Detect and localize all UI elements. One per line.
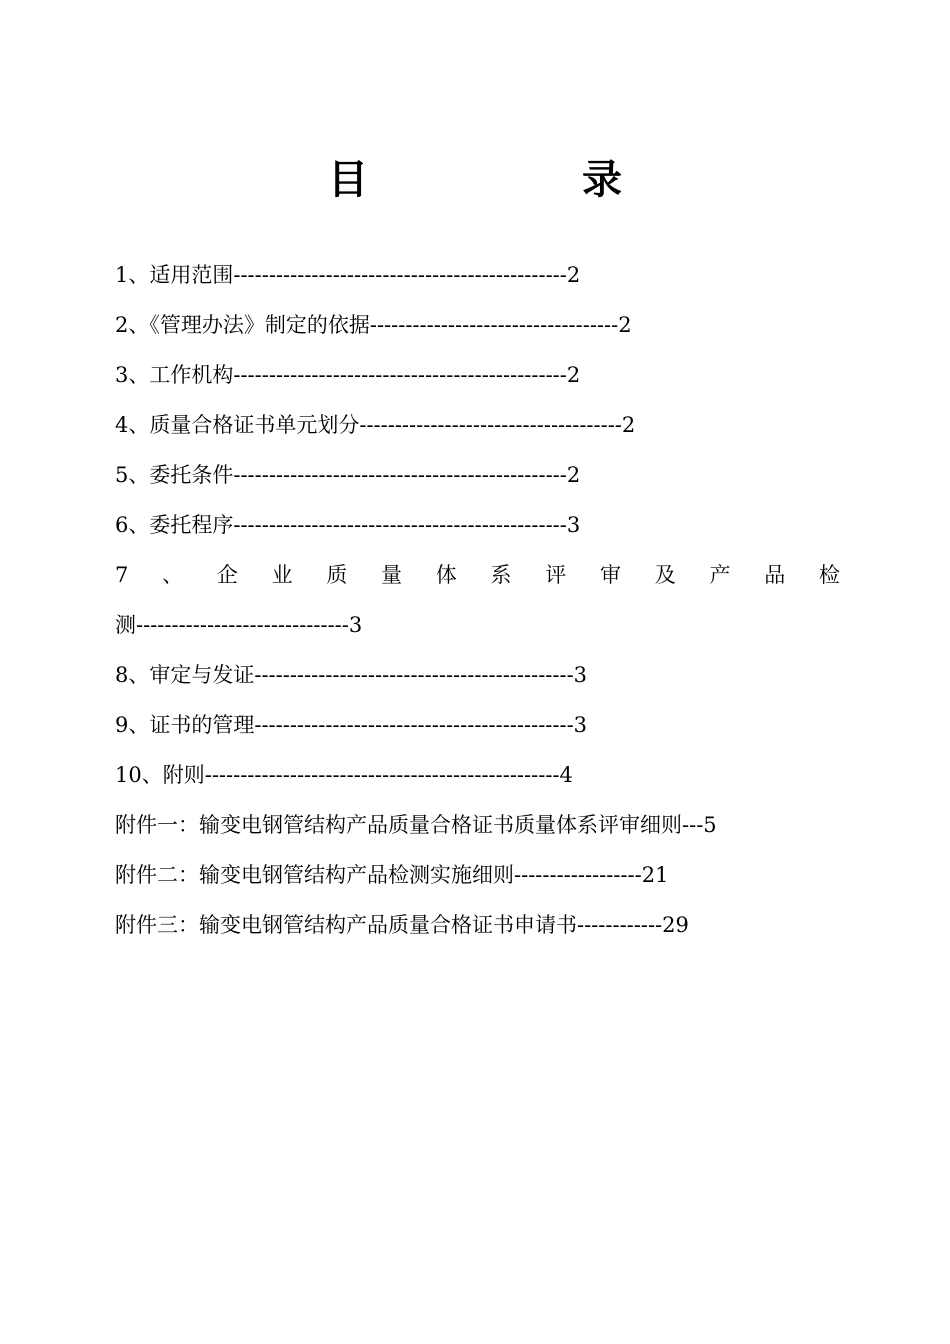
toc-char: 业 (271, 563, 293, 587)
toc-char: 质 (326, 563, 348, 587)
toc-entry-3[interactable]: 3、工作机构-----------------------------------------------2 (115, 363, 581, 387)
table-of-contents (115, 250, 840, 950)
toc-char: 系 (490, 563, 512, 587)
toc-char: 检 (818, 563, 840, 587)
toc-entry-2[interactable]: 2、《管理办法》制定的依据-----------------------------------2 (115, 313, 632, 337)
toc-entry-4[interactable]: 4、质量合格证书单元划分-------------------------------------2 (115, 413, 636, 437)
toc-entry-8[interactable]: 8、审定与发证---------------------------------------------3 (115, 663, 588, 687)
toc-char: 产 (709, 563, 731, 587)
toc-entry-1[interactable]: 1、适用范围-----------------------------------------------2 (115, 263, 581, 287)
toc-entry-7-line-1[interactable] (115, 550, 840, 600)
toc-appendix-3[interactable]: 附件三：输变电钢管结构产品质量合格证书申请书------------29 (115, 913, 689, 937)
toc-char: 评 (545, 563, 567, 587)
page-title: 目 录 (328, 157, 722, 203)
toc-char: 、 (162, 563, 184, 587)
toc-char: 7 (115, 563, 129, 587)
toc-appendix-1[interactable]: 附件一：输变电钢管结构产品质量合格证书质量体系评审细则---5 (115, 813, 717, 837)
toc-char: 量 (381, 563, 403, 587)
toc-appendix-2[interactable]: 附件二：输变电钢管结构产品检测实施细则------------------21 (115, 863, 669, 887)
toc-entry-6[interactable]: 6、委托程序-----------------------------------------------3 (115, 513, 581, 537)
toc-char: 体 (435, 563, 457, 587)
toc-char: 审 (599, 563, 621, 587)
toc-entry-5[interactable]: 5、委托条件-----------------------------------------------2 (115, 463, 581, 487)
toc-char: 品 (764, 563, 786, 587)
toc-char: 企 (216, 563, 238, 587)
toc-entry-10[interactable]: 10、附则--------------------------------------------------4 (115, 763, 573, 787)
toc-entry-9[interactable]: 9、证书的管理---------------------------------------------3 (115, 713, 588, 737)
toc-char: 及 (654, 563, 676, 587)
toc-entry-7-line-2[interactable]: 测------------------------------3 (115, 613, 363, 637)
